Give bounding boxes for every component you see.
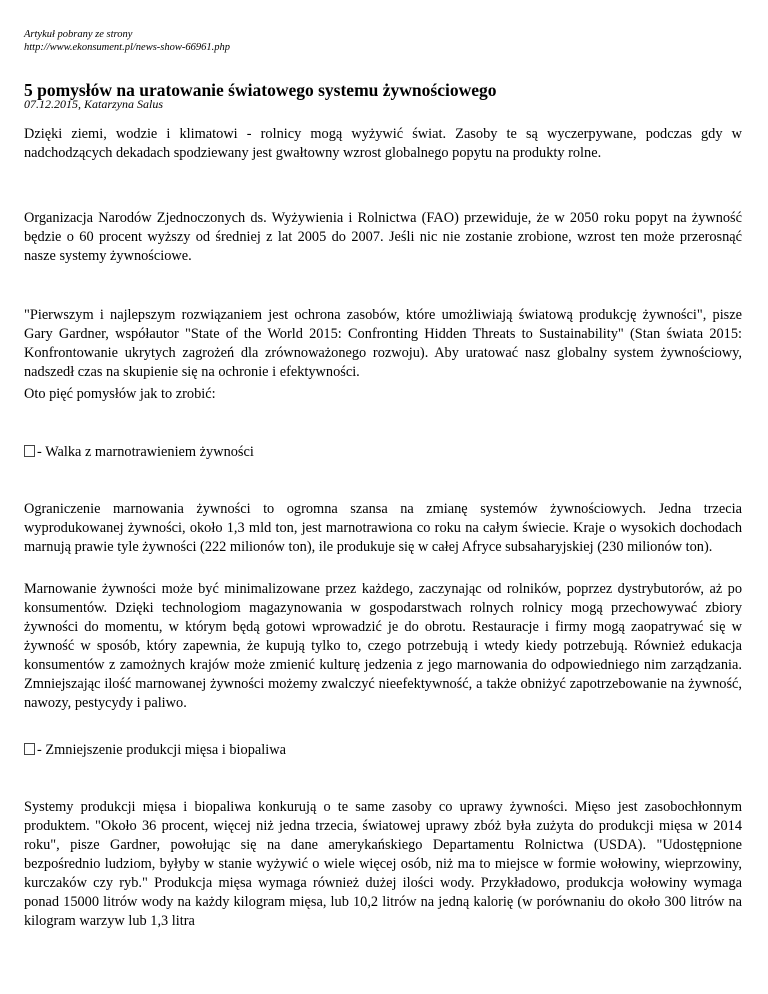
paragraph-meat: Systemy produkcji mięsa i biopaliwa konkurują o te same zasoby co uprawy żywności. Mięso jest zasobochłonnym produktem. "Około 36 procent, więcej niż jedna trzecia, światowej uprawy zbóż była zużyta do produkcji mięsa w 2014 roku", pisze Gardner, powołując się na dane amerykańskiego Departamentu Rolnictwa (USDA). "Udostępnione bezpośrednio ludziom, byłyby w stanie wyżywić o wiele więcej osób, niż ma to miejsce w formie wołowiny, wieprzowiny, kurczaków czy ryb." Produkcja mięsa wymaga również dużej ilości wody. Przykładowo, produkcja wołowiny wymaga ponad 15000 litrów wody na każdy kilogram mięsa, lub 10,2 litrów na jedną kalorię (w porównaniu do około 300 litrów na kilogram warzyw lub 1,3 litra (24, 799, 742, 929)
paragraph-gardner: "Pierwszym i najlepszym rozwiązaniem jest ochrona zasobów, które umożliwiają światową produkcję żywności", pisze Gary Gardner, współautor "State of the World 2015: Confronting Hidden Threats to Sustainability" (Stan świata 2015: Konfrontowanie ukrytych zagrożeń dla zrównoważonego rozwoju). Aby uratować nasz globalny system żywnościowy, nadszedł czas na skupienie się na ochronie i efektywności. (24, 307, 742, 380)
section-heading-text: - Walka z marnotrawieniem żywności (37, 444, 254, 460)
missing-glyph-icon (24, 743, 35, 755)
section-heading-food-waste (24, 443, 254, 462)
paragraph-five-ideas: Oto pięć pomysłów jak to zrobić: (24, 386, 216, 402)
missing-glyph-icon (24, 445, 35, 457)
source-url: http://www.ekonsument.pl/news-show-66961.php (24, 42, 231, 53)
section-heading-text: - Zmniejszenie produkcji mięsa i biopaliwa (37, 742, 286, 758)
source-note (24, 28, 230, 54)
section-heading-meat-biofuel (24, 741, 286, 760)
article-title: 5 pomysłów na uratowanie światowego systemu żywnościowego (24, 80, 497, 100)
paragraph-intro: Dzięki ziemi, wodzie i klimatowi - rolnicy mogą wyżywić świat. Zasoby te są wyczerpywane, podczas gdy w nadchodzących dekadach spodziewany jest gwałtowny wzrost globalnego popytu na produkty rolne. (24, 126, 742, 161)
paragraph-waste-solutions: Marnowanie żywności może być minimalizowane przez każdego, zaczynając od rolników, poprzez dystrybutorów, aż po konsumentów. Dzięki technologiom magazynowania w gospodarstwach rolnych rolnicy mogą przechowywać zbiory żywności do momentu, w którym będą gotowi wprowadzić je do obrotu. Restauracje i firmy mogą zaopatrywać się w żywność w sposób, który zapewnia, że kupują tylko to, czego potrzebują i wtedy kiedy potrzebują. Również edukacja konsumentów z zamożnych krajów może zmienić kulturę jedzenia z jego marnowania do odpowiedniego nim zarządzania. Zmniejszając ilość marnowanej żywności możemy zwalczyć nieefektywność, a także obniżyć zapotrzebowanie na żywność, nawozy, pestycydy i paliwo. (24, 581, 742, 711)
paragraph-fao: Organizacja Narodów Zjednoczonych ds. Wyżywienia i Rolnictwa (FAO) przewiduje, że w 2050 roku popyt na żywność będzie o 60 procent wyższy od średniej z lat 2005 do 2007. Jeśli nic nie zostanie zrobione, wzrost ten może przerosnąć nasze systemy żywnościowe. (24, 210, 742, 264)
paragraph-waste-scale: Ograniczenie marnowania żywności to ogromna szansa na zmianę systemów żywnościowych. Jedna trzecia wyprodukowanej żywności, około 1,3 mld ton, jest marnotrawiona co roku na całym świecie. Kraje o wysokich dochodach marnują prawie tyle żywności (222 milionów ton), ile produkuje się w całej Afryce subsaharyjskiej (230 milionów ton). (24, 501, 742, 555)
article-byline: 07.12.2015, Katarzyna Salus (24, 97, 164, 111)
source-label: Artykuł pobrany ze strony (24, 29, 133, 40)
